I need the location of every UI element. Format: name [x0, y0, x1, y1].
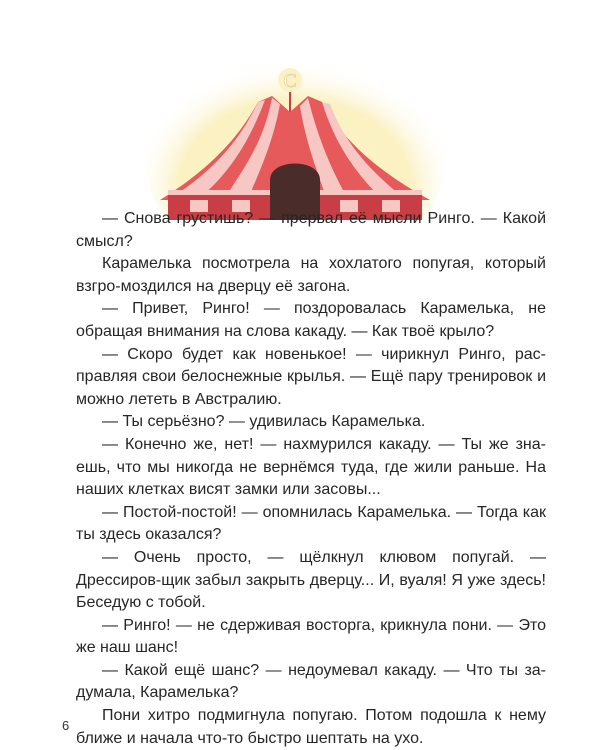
paragraph: — Снова грустишь? — прервал её мысли Ринго. — Какой смысл? — [76, 210, 546, 250]
paragraph: — Ты серьёзно? — удивилась Карамелька. — [102, 413, 426, 431]
paragraph: — Очень просто, — щёлкнул клювом попугай. — Дрессиров-щик забыл закрыть дверцу... И, вуаля! Я уже здесь! Беседую с тобой. — [76, 548, 546, 612]
story-text — [76, 208, 546, 750]
paragraph: Карамелька посмотрела на хохлатого попугая, который взгро-моздился на дверцу её загона. — [76, 255, 546, 295]
circus-tent-illustration — [140, 40, 450, 220]
tent-letter: C — [283, 70, 297, 92]
paragraph: — Привет, Ринго! — поздоровалась Карамелька, не обращая внимания на слова какаду. — Как твоё крыло? — [76, 300, 546, 340]
paragraph: — Скоро будет как новенькое! — чирикнул Ринго, рас-правляя свои белоснежные крылья. — Ещё пару тренировок и можно лететь в Австралию. — [76, 345, 546, 408]
paragraph: Пони хитро подмигнула попугаю. Потом подошла к нему ближе и начала что-то быстро шептать на ухо. — [76, 707, 546, 747]
page-number: 6 — [62, 718, 70, 733]
paragraph: — Конечно же, нет! — нахмурился какаду. — Ты же зна-ешь, что мы никогда не вернёмся туда, где жили раньше. На наших клетках висят замки или засовы... — [76, 435, 546, 499]
paragraph: — Ринго! — не сдерживая восторга, крикнула пони. — Это же наш шанс! — [76, 616, 546, 657]
paragraph: — Постой-постой! — опомнилась Карамелька. — Тогда как ты здесь оказался? — [76, 503, 546, 544]
paragraph: — Какой ещё шанс? — недоумевал какаду. — Что ты за-думала, Карамелька? — [76, 661, 546, 702]
